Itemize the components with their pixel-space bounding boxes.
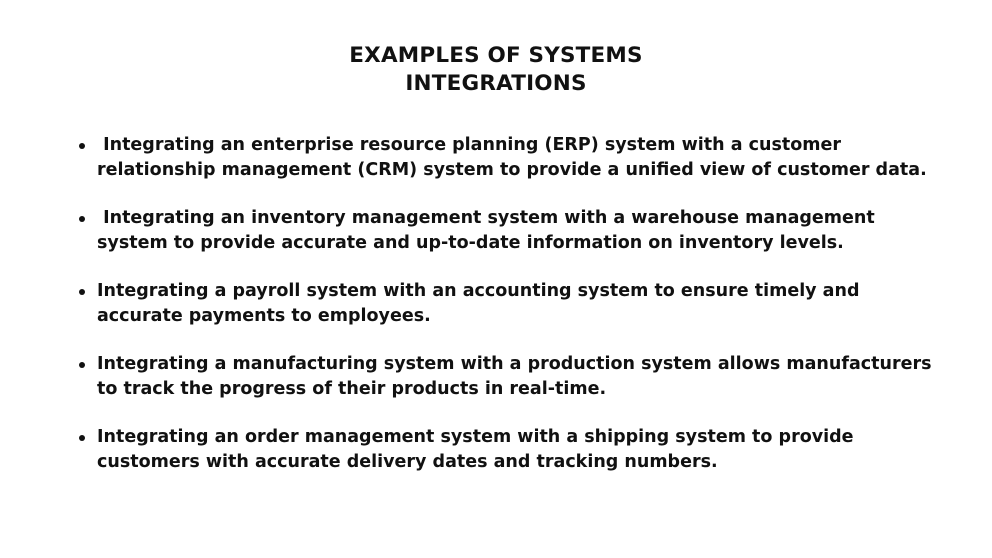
bullet-item-manufacturing-production <box>0 352 947 401</box>
bullet-dot-icon <box>79 362 85 368</box>
bullet-text: Integrating an inventory management system with a warehouse management system to provide accurate and up-to-date information on inventory levels. <box>97 208 881 253</box>
slide-title <box>0 42 992 98</box>
bullet-text: Integrating an order management system with a shipping system to provide customers with accurate delivery dates and tracking numbers. <box>97 427 854 472</box>
bullet-item-order-shipping <box>0 425 947 474</box>
slide-title-line-2: INTEGRATIONS <box>405 71 587 96</box>
bullet-dot-icon <box>79 216 85 222</box>
bullet-item-erp-crm <box>0 133 947 182</box>
bullet-text: Integrating a payroll system with an accounting system to ensure timely and accurate payments to employees. <box>97 281 860 326</box>
slide-title-line-1: EXAMPLES OF SYSTEMS <box>349 43 643 68</box>
bullet-dot-icon <box>79 435 85 441</box>
bullet-item-inventory-warehouse <box>0 206 947 255</box>
bullet-dot-icon <box>79 143 85 149</box>
bullet-list <box>0 133 947 498</box>
bullet-item-payroll-accounting <box>0 279 947 328</box>
bullet-dot-icon <box>79 289 85 295</box>
bullet-text: Integrating an enterprise resource planning (ERP) system with a customer relationship management (CRM) system to provide a unified view of customer data. <box>97 135 927 180</box>
bullet-text: Integrating a manufacturing system with a production system allows manufacturers to track the progress of their products in real-time. <box>97 354 932 399</box>
